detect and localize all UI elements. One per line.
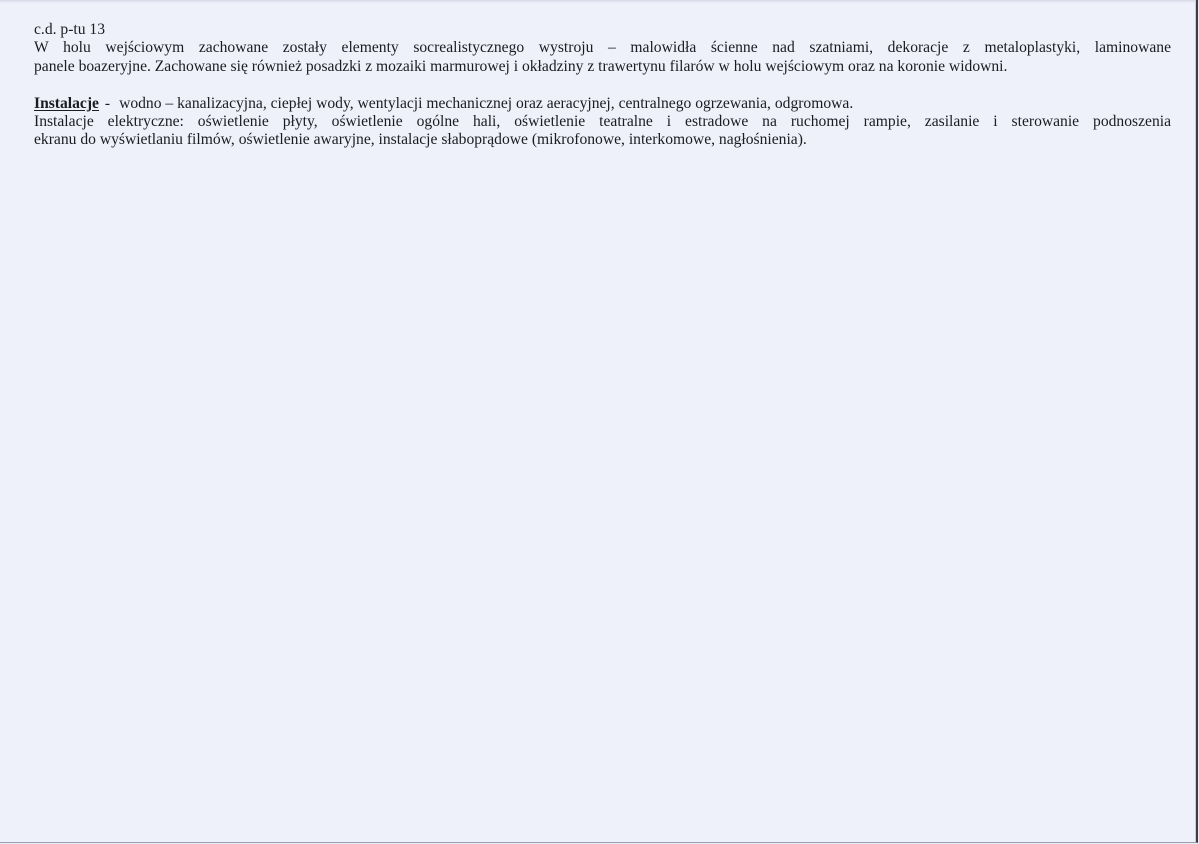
installations-text: wodno – kanalizacyjna, ciepłej wody, wentylacji mechanicznej oraz aeracyjnej, centralnego ogrzewania, odgromowa.: [119, 94, 854, 112]
paragraph-2-line-1: Instalacje elektryczne: oświetlenie płyty, oświetlenie ogólne hali, oświetlenie teatralne i estradowe na ruchomej rampie, zasilanie i sterowanie podnoszenia: [34, 113, 1171, 131]
installations-line: [34, 95, 1171, 113]
installations-separator: -: [104, 94, 111, 112]
installations-heading: Instalacje: [34, 94, 99, 112]
document-body: [34, 21, 1171, 150]
paragraph-1-line-2: panele boazeryjne. Zachowane się również posadzki z mozaiki marmurowej i okładziny z trawertynu filarów w holu wejściowym oraz na koronie widowni.: [34, 57, 1008, 75]
paragraph-2-line-2: ekranu do wyświetlaniu filmów, oświetlenie awaryjne, instalacje słaboprądowe (mikrofonowe, interkomowe, nagłośnienia).: [34, 131, 807, 149]
continuation-header: c.d. p-tu 13: [34, 21, 106, 38]
paragraph-spacer: [34, 76, 1171, 94]
scan-edge: [0, 0, 1196, 3]
paragraph-1-line-1: W holu wejściowym zachowane zostały elementy socrealistycznego wystroju – malowidła ścienne nad szatniami, dekoracje z metaloplastyki, laminowane: [34, 39, 1171, 57]
